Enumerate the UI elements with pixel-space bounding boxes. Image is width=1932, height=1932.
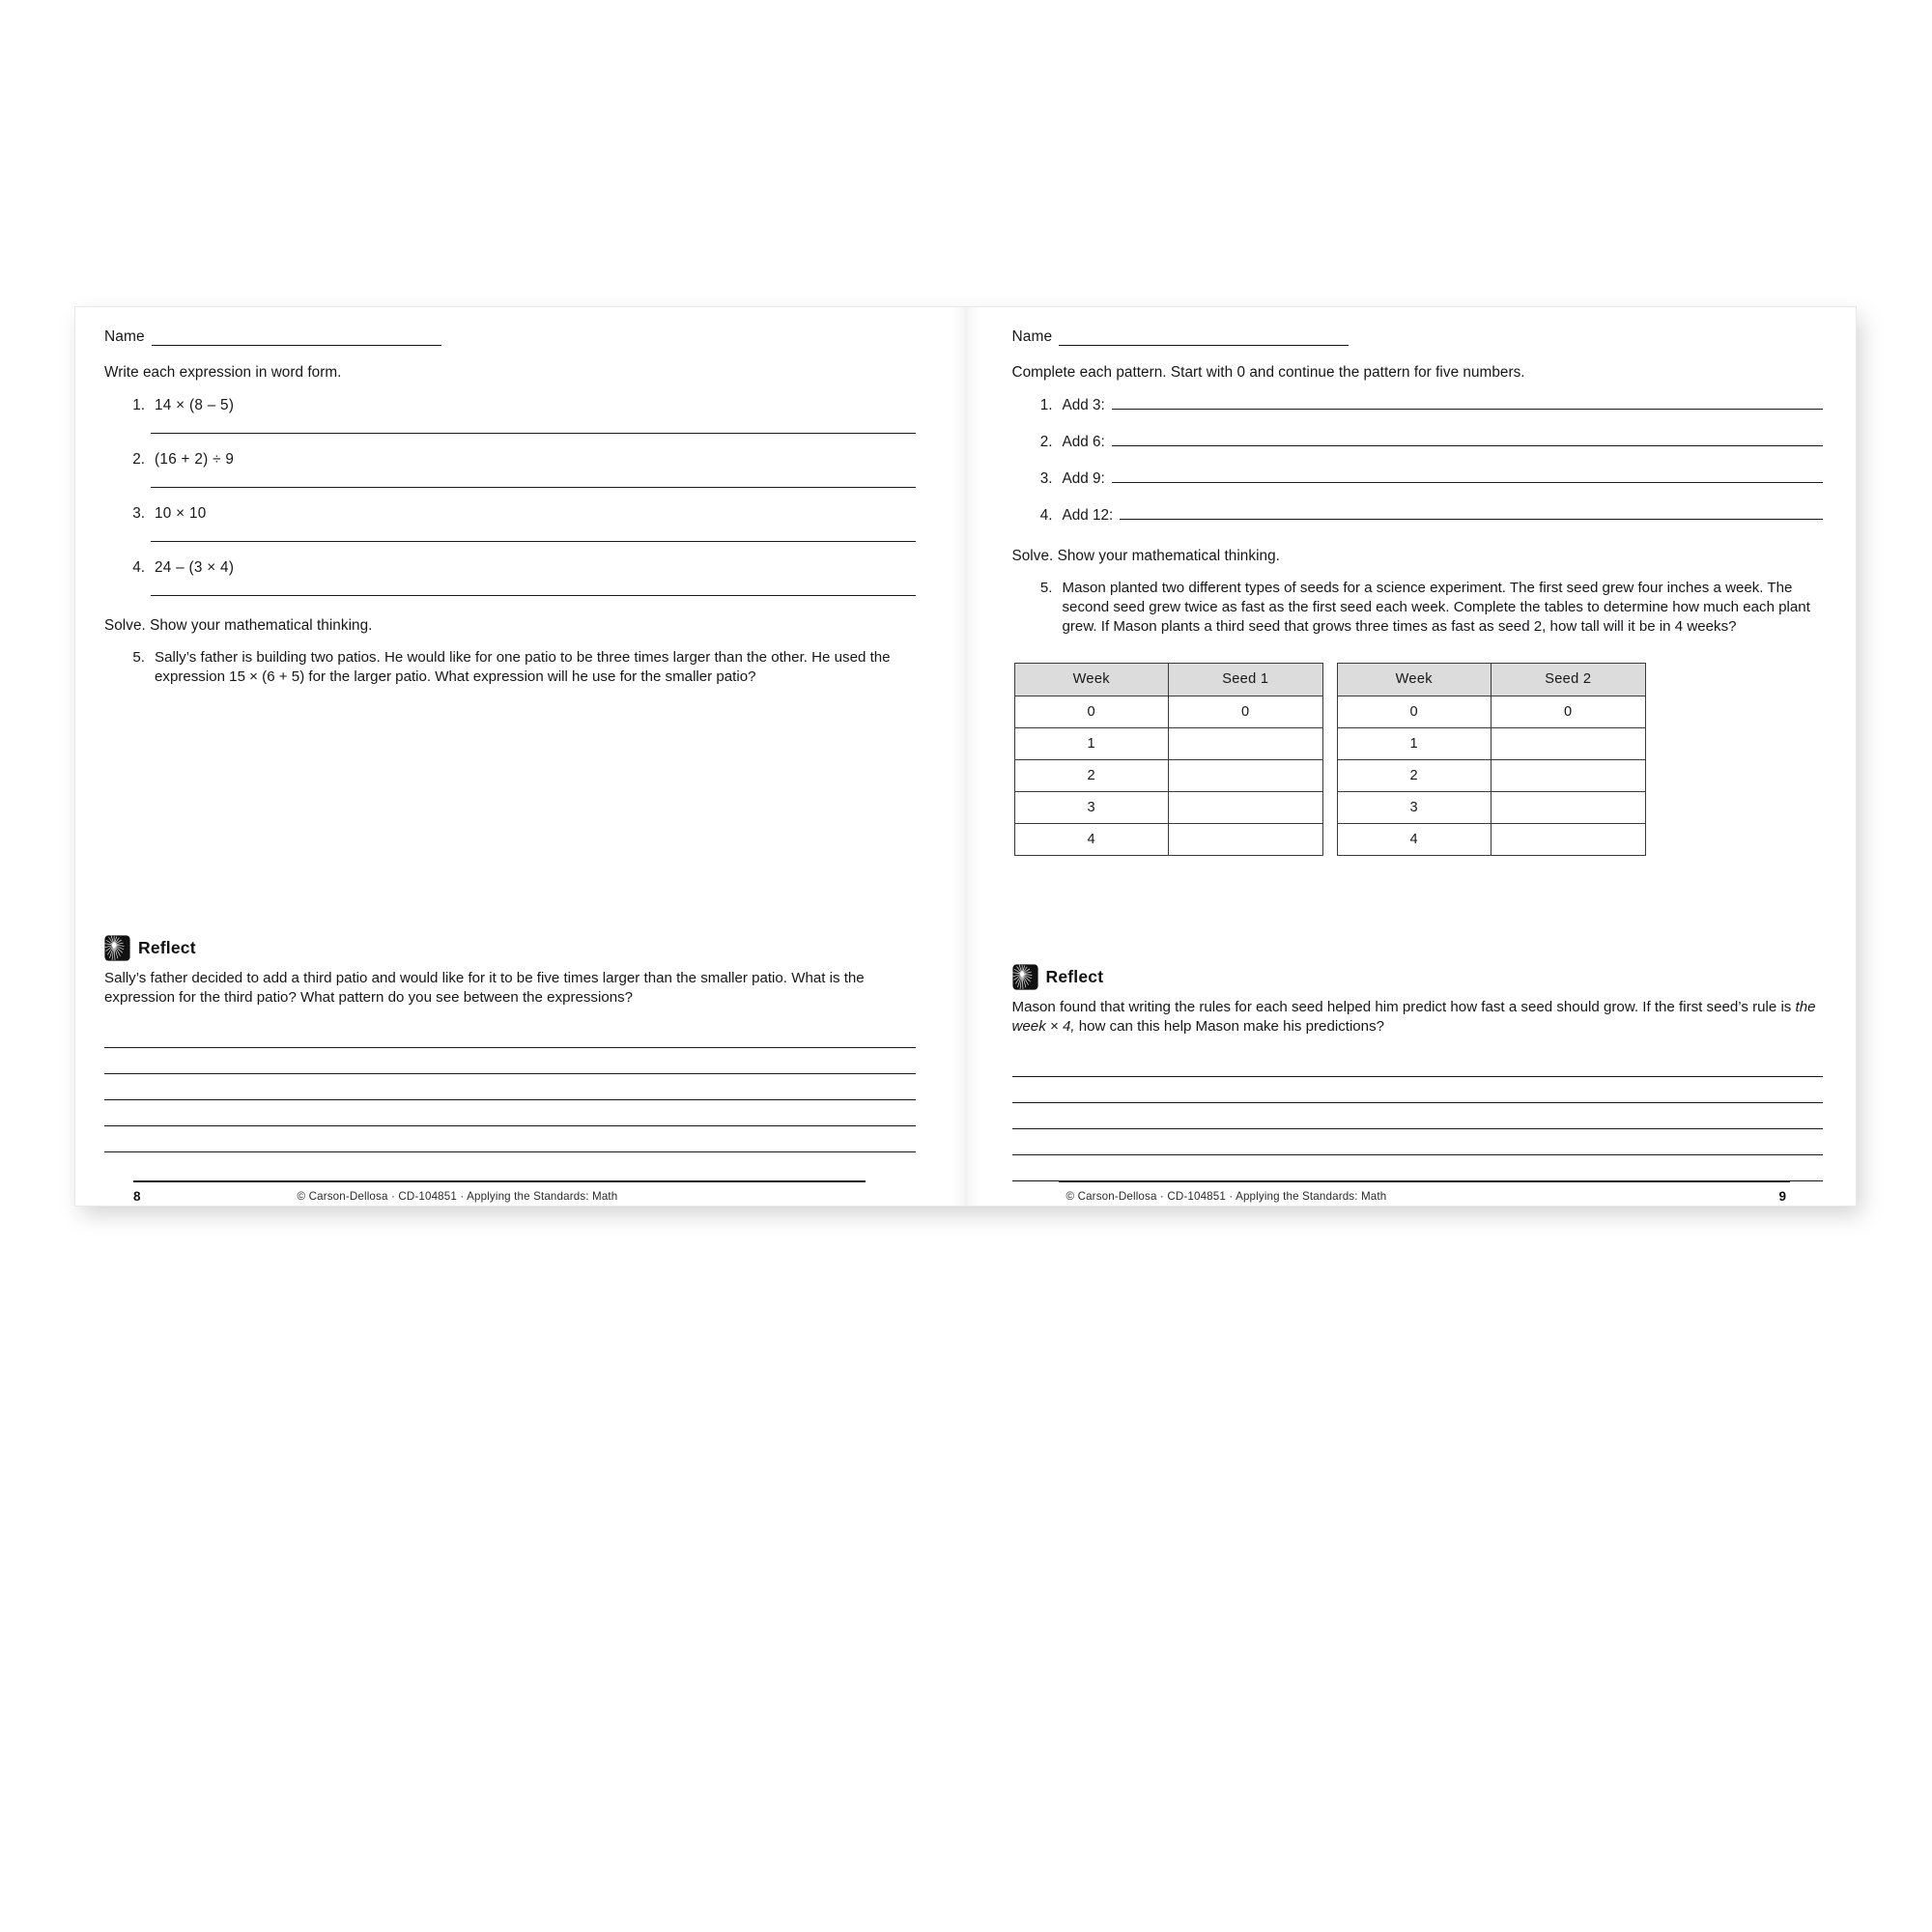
name-input-line[interactable] xyxy=(152,332,441,346)
answer-write-line[interactable] xyxy=(151,541,916,542)
pattern-number: 1. xyxy=(1039,397,1053,413)
table-row xyxy=(1014,727,1322,759)
reflect-write-lines xyxy=(104,1022,916,1152)
column-header-week: Week xyxy=(1014,663,1169,696)
week-cell: 1 xyxy=(1337,727,1492,759)
pattern-number: 3. xyxy=(1039,470,1053,487)
table-header-row xyxy=(1337,663,1645,696)
reflect-write-lines xyxy=(1012,1051,1824,1181)
seed-1-table xyxy=(1014,663,1323,856)
seed-value-cell[interactable] xyxy=(1169,759,1323,791)
pattern-item xyxy=(1012,434,1824,451)
table-row xyxy=(1337,759,1645,791)
expression-line xyxy=(104,505,916,523)
name-field-row xyxy=(1012,328,1824,346)
pattern-item xyxy=(1012,507,1824,525)
column-header-seed: Seed 1 xyxy=(1169,663,1323,696)
expression-item xyxy=(104,451,916,488)
seed-value-cell[interactable] xyxy=(1492,759,1646,791)
seed-tables-row xyxy=(1012,663,1824,856)
expression-text: 14 × (8 – 5) xyxy=(155,397,235,413)
write-line[interactable] xyxy=(104,1074,916,1100)
page-number: 8 xyxy=(133,1188,141,1204)
word-problem-number: 5. xyxy=(1039,580,1053,596)
reflect-text-emphasis: the week × 4, xyxy=(1011,999,1816,1036)
pattern-item xyxy=(1012,470,1824,488)
table-row xyxy=(1337,727,1645,759)
pattern-answer-line[interactable] xyxy=(1112,434,1823,446)
week-cell: 0 xyxy=(1014,696,1169,727)
seed-value-cell[interactable] xyxy=(1169,727,1323,759)
reflect-text-part1: Mason found that writing the rules for each seed helped him predict how fast a seed should grow. If the first seed’s rule is xyxy=(1011,999,1796,1015)
write-line[interactable] xyxy=(104,1126,916,1152)
pattern-answer-line[interactable] xyxy=(1120,507,1823,520)
expression-text: (16 + 2) ÷ 9 xyxy=(155,451,235,468)
expression-line xyxy=(104,559,916,577)
table-row xyxy=(1014,823,1322,855)
seed-value-cell[interactable]: 0 xyxy=(1492,696,1646,727)
expression-line xyxy=(104,451,916,469)
page-number: 9 xyxy=(1778,1188,1786,1204)
directions-solve: Solve. Show your mathematical thinking. xyxy=(1011,548,1280,564)
pattern-answer-line[interactable] xyxy=(1112,470,1823,483)
week-cell: 2 xyxy=(1337,759,1492,791)
write-line[interactable] xyxy=(104,1100,916,1126)
week-cell: 3 xyxy=(1337,791,1492,823)
reflect-text-part2: how can this help Mason make his predictions? xyxy=(1074,1018,1385,1036)
table-row xyxy=(1014,696,1322,727)
pattern-number: 4. xyxy=(1039,507,1053,524)
week-cell: 0 xyxy=(1337,696,1492,727)
write-line[interactable] xyxy=(1012,1103,1824,1129)
table-row xyxy=(1337,823,1645,855)
left-page xyxy=(75,307,966,1206)
write-line[interactable] xyxy=(1012,1077,1824,1103)
answer-write-line[interactable] xyxy=(151,487,916,488)
table-row xyxy=(1014,759,1322,791)
week-cell: 4 xyxy=(1014,823,1169,855)
directions-word-form: Write each expression in word form. xyxy=(104,364,342,381)
write-line[interactable] xyxy=(104,1048,916,1074)
word-problem-text: Mason planted two different types of seeds for a science experiment. The first seed grew four inches a week. The second seed grew twice as fast as the first seed each week. Complete the tables to determine how much each plant grew. If Mason plants a third seed that grows three times as fast as seed 2, how tall will it be in 4 weeks? xyxy=(1062,580,1810,636)
table-row xyxy=(1337,791,1645,823)
name-label: Name xyxy=(1011,328,1053,345)
answer-write-line[interactable] xyxy=(151,433,916,434)
expression-item xyxy=(104,505,916,542)
pattern-label: Add 12: xyxy=(1062,507,1114,524)
expression-line xyxy=(104,397,916,414)
seed-value-cell[interactable] xyxy=(1492,727,1646,759)
book-spread xyxy=(75,307,1856,1206)
week-cell: 3 xyxy=(1014,791,1169,823)
reflect-header xyxy=(104,935,916,961)
seed-value-cell[interactable] xyxy=(1492,791,1646,823)
pattern-label: Add 3: xyxy=(1062,397,1105,413)
seed-value-cell[interactable] xyxy=(1492,823,1646,855)
pattern-label: Add 6: xyxy=(1062,434,1105,450)
expression-item xyxy=(104,397,916,434)
pattern-answer-line[interactable] xyxy=(1112,397,1823,410)
reflect-header xyxy=(1012,964,1824,990)
reflect-prompt-text: Sally’s father decided to add a third patio and would like for it to be five times larger than the smaller patio. What is the expression for the third patio? What pattern do you see between the expressions? xyxy=(104,970,865,1007)
directions-solve: Solve. Show your mathematical thinking. xyxy=(104,617,373,634)
column-header-week: Week xyxy=(1337,663,1492,696)
write-line[interactable] xyxy=(104,1022,916,1048)
reflect-starburst-icon xyxy=(1012,964,1038,990)
table-row xyxy=(1337,696,1645,727)
pattern-number: 2. xyxy=(1039,434,1053,450)
right-page xyxy=(966,307,1857,1206)
reflect-starburst-icon xyxy=(104,935,130,961)
directions-patterns: Complete each pattern. Start with 0 and continue the pattern for five numbers. xyxy=(1011,364,1525,381)
expression-number: 3. xyxy=(132,505,145,522)
expression-number: 2. xyxy=(132,451,145,468)
write-line[interactable] xyxy=(1012,1155,1824,1181)
week-cell: 4 xyxy=(1337,823,1492,855)
column-header-seed: Seed 2 xyxy=(1492,663,1646,696)
week-cell: 1 xyxy=(1014,727,1169,759)
word-problem-text: Sally’s father is building two patios. He would like for one patio to be three times larger than the other. He used the expression 15 × (6 + 5) for the larger patio. What expression will he use for the smaller patio? xyxy=(155,649,891,686)
table-row xyxy=(1014,791,1322,823)
pattern-label: Add 9: xyxy=(1062,470,1105,487)
expression-number: 1. xyxy=(132,397,145,413)
seed-2-table xyxy=(1337,663,1646,856)
word-problem-5 xyxy=(104,648,916,687)
reflect-title: Reflect xyxy=(138,938,196,957)
reflect-prompt-text xyxy=(1012,998,1824,1037)
expression-text: 10 × 10 xyxy=(155,505,207,522)
week-cell: 2 xyxy=(1014,759,1169,791)
name-label: Name xyxy=(104,328,145,345)
left-page-footer xyxy=(133,1180,866,1209)
answer-write-line[interactable] xyxy=(151,595,916,596)
reflect-title: Reflect xyxy=(1045,967,1104,986)
write-line[interactable] xyxy=(1012,1051,1824,1077)
write-line[interactable] xyxy=(1012,1129,1824,1155)
expression-text: 24 – (3 × 4) xyxy=(155,559,235,576)
word-problem-number: 5. xyxy=(132,649,145,666)
footer-credit: © Carson-Dellosa · CD-104851 · Applying the Standards: Math xyxy=(297,1189,618,1203)
table-header-row xyxy=(1014,663,1322,696)
footer-credit: © Carson-Dellosa · CD-104851 · Applying the Standards: Math xyxy=(1065,1189,1387,1203)
seed-value-cell[interactable] xyxy=(1169,791,1323,823)
right-page-footer xyxy=(1059,1180,1791,1209)
expression-item xyxy=(104,559,916,596)
seed-value-cell[interactable]: 0 xyxy=(1169,696,1323,727)
seed-value-cell[interactable] xyxy=(1169,823,1323,855)
expression-number: 4. xyxy=(132,559,145,576)
word-problem-5 xyxy=(1012,579,1824,638)
pattern-item xyxy=(1012,397,1824,414)
name-field-row xyxy=(104,328,916,346)
name-input-line[interactable] xyxy=(1059,332,1349,346)
